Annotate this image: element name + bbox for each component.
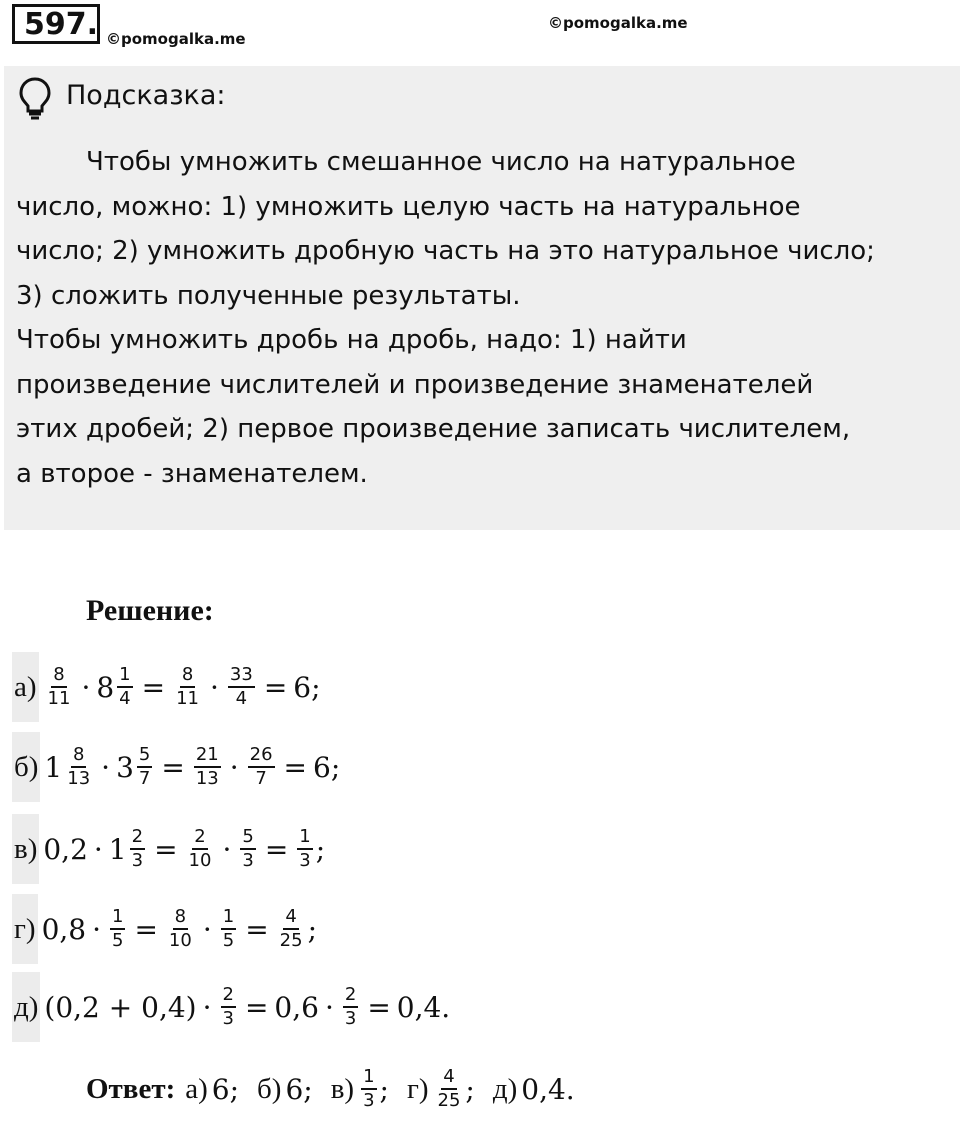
hint-line: этих дробей; 2) первое произведение записать числителем, xyxy=(16,414,851,444)
answer-value xyxy=(354,1066,389,1112)
math-token: 0,2 xyxy=(43,832,88,866)
solution-item-g xyxy=(12,894,317,964)
numerator: 5 xyxy=(137,744,152,768)
math-expression xyxy=(39,664,321,710)
task-number: 597. xyxy=(12,4,100,44)
fraction xyxy=(194,744,221,790)
fraction xyxy=(117,664,132,710)
math-token: 6; xyxy=(313,750,341,784)
denominator: 4 xyxy=(119,688,131,709)
denominator: 25 xyxy=(279,930,303,951)
fraction xyxy=(221,984,236,1030)
denominator: 11 xyxy=(176,688,199,709)
numerator: 4 xyxy=(283,906,298,930)
numerator: 1 xyxy=(110,906,125,930)
solution-item-b xyxy=(12,732,340,802)
math-expression xyxy=(40,744,340,790)
math-token: · xyxy=(324,990,334,1024)
math-token: ; xyxy=(379,1072,389,1106)
math-token: · xyxy=(101,750,111,784)
hint-line: а второе - знаменателем. xyxy=(16,458,368,489)
answer-part-label: б) xyxy=(257,1072,282,1105)
hint-line: Чтобы умножить дробь на дробь, надо: 1) найти xyxy=(16,325,687,355)
math-token: ; xyxy=(465,1072,475,1106)
numerator: 8 xyxy=(173,906,188,930)
fraction xyxy=(436,1066,463,1112)
math-token: 1 xyxy=(44,750,63,784)
numerator: 8 xyxy=(71,744,86,768)
fraction xyxy=(240,826,255,872)
hint-panel xyxy=(4,66,960,530)
math-token: 6; xyxy=(293,670,321,704)
item-label: д) xyxy=(12,972,40,1042)
fraction xyxy=(130,826,145,872)
answer-value xyxy=(208,1073,239,1106)
numerator: 2 xyxy=(130,826,145,850)
answer-part xyxy=(185,1073,239,1106)
fraction xyxy=(278,906,305,952)
math-expression xyxy=(38,906,317,952)
math-token: 0,4. xyxy=(521,1072,575,1106)
numerator: 26 xyxy=(248,744,275,768)
denominator: 13 xyxy=(195,768,219,789)
denominator: 3 xyxy=(299,850,311,871)
answer-part-label: д) xyxy=(492,1072,518,1105)
fraction xyxy=(174,664,201,710)
answer-label: Ответ: xyxy=(86,1072,176,1105)
fraction xyxy=(167,906,194,952)
numerator: 2 xyxy=(343,984,358,1008)
hint-line: произведение числителей и произведение знаменателей xyxy=(16,369,814,400)
math-token: · xyxy=(81,670,91,704)
solution-title: Решение: xyxy=(86,594,214,627)
math-token: 0,4. xyxy=(396,990,451,1024)
fraction xyxy=(343,984,358,1030)
math-token: · xyxy=(210,670,219,704)
numerator: 1 xyxy=(221,906,236,930)
numerator: 4 xyxy=(441,1066,456,1090)
math-token: = xyxy=(283,750,307,784)
math-token: ; xyxy=(307,912,317,946)
math-token: 8 xyxy=(96,670,115,704)
math-token: 1 xyxy=(108,832,127,866)
math-expression xyxy=(40,984,450,1030)
denominator: 3 xyxy=(222,1008,234,1029)
hint-title: Подсказка: xyxy=(66,80,226,111)
answer-part xyxy=(407,1066,475,1112)
numerator: 1 xyxy=(117,664,132,688)
lightbulb-icon xyxy=(18,76,52,120)
solution-item-d xyxy=(12,972,450,1042)
hint-text xyxy=(16,140,950,496)
hint-line: число, можно: 1) умножить целую часть на натуральное xyxy=(16,191,801,222)
numerator: 8 xyxy=(180,664,195,688)
math-token: = xyxy=(244,990,269,1024)
numerator: 21 xyxy=(194,744,221,768)
answer-part xyxy=(257,1073,313,1106)
math-token: 6; xyxy=(285,1072,313,1106)
fraction xyxy=(46,664,73,710)
math-token: 0,8 xyxy=(41,912,87,946)
math-token: · xyxy=(202,990,212,1024)
math-token: = xyxy=(367,990,391,1024)
math-token: · xyxy=(93,832,103,866)
numerator: 2 xyxy=(221,984,236,1008)
solution-item-v xyxy=(12,814,325,884)
math-token: = xyxy=(134,912,158,946)
fraction xyxy=(137,744,152,790)
answer-part-label: а) xyxy=(185,1072,208,1105)
math-token: = xyxy=(263,670,288,704)
hint-line: число; 2) умножить дробную часть на это натуральное число; xyxy=(16,236,875,266)
answer-part xyxy=(331,1066,389,1112)
math-token: = xyxy=(154,832,178,866)
denominator: 10 xyxy=(168,930,192,951)
denominator: 3 xyxy=(242,850,254,871)
math-token: 6; xyxy=(211,1072,240,1106)
math-token: · xyxy=(92,912,101,946)
answer-value xyxy=(281,1073,312,1106)
fraction xyxy=(187,826,214,872)
denominator: 5 xyxy=(222,930,235,951)
fraction xyxy=(228,664,255,710)
answer-part-label: в) xyxy=(330,1072,355,1105)
fraction xyxy=(221,906,236,952)
item-label: г) xyxy=(12,894,38,964)
answer-part-label: г) xyxy=(406,1072,429,1105)
math-token: ; xyxy=(315,832,326,866)
math-token: 3 xyxy=(116,750,134,784)
math-token: · xyxy=(222,832,232,866)
numerator: 2 xyxy=(192,826,207,850)
numerator: 8 xyxy=(51,664,66,688)
denominator: 5 xyxy=(112,930,124,951)
denominator: 3 xyxy=(363,1090,375,1111)
answer-part xyxy=(493,1073,575,1106)
denominator: 4 xyxy=(235,688,248,709)
numerator: 1 xyxy=(361,1066,376,1090)
fraction xyxy=(297,826,312,872)
fraction xyxy=(110,906,125,952)
denominator: 3 xyxy=(131,850,144,871)
math-token: 0,6 xyxy=(274,990,319,1024)
hint-line: 3) сложить полученные результаты. xyxy=(16,280,521,311)
denominator: 11 xyxy=(47,688,71,709)
denominator: 7 xyxy=(138,768,151,789)
fraction xyxy=(65,744,92,790)
numerator: 1 xyxy=(297,826,312,850)
denominator: 7 xyxy=(255,768,267,789)
solution-item-a xyxy=(12,652,321,722)
watermark-right: ©pomogalka.me xyxy=(548,14,688,32)
answer-line xyxy=(86,1066,593,1112)
item-label: а) xyxy=(12,652,39,722)
math-token: = xyxy=(141,670,166,704)
math-token: = xyxy=(245,912,269,946)
item-label: в) xyxy=(12,814,39,884)
watermark-left: ©pomogalka.me xyxy=(106,30,246,48)
fraction xyxy=(361,1066,376,1112)
item-label: б) xyxy=(12,732,40,802)
hint-line: Чтобы умножить смешанное число на натуральное xyxy=(86,147,796,177)
math-token: = xyxy=(264,832,289,866)
math-token: (0,2 + 0,4) xyxy=(44,990,197,1024)
denominator: 3 xyxy=(344,1008,357,1029)
math-token: · xyxy=(202,912,212,946)
denominator: 13 xyxy=(67,768,91,789)
math-token: = xyxy=(161,750,185,784)
answer-value xyxy=(429,1066,475,1112)
math-token: · xyxy=(229,750,239,784)
denominator: 10 xyxy=(188,850,212,871)
numerator: 33 xyxy=(228,664,255,688)
denominator: 25 xyxy=(437,1090,461,1111)
math-expression xyxy=(39,826,325,872)
numerator: 5 xyxy=(240,826,255,850)
answer-value xyxy=(517,1073,574,1106)
fraction xyxy=(248,744,275,790)
